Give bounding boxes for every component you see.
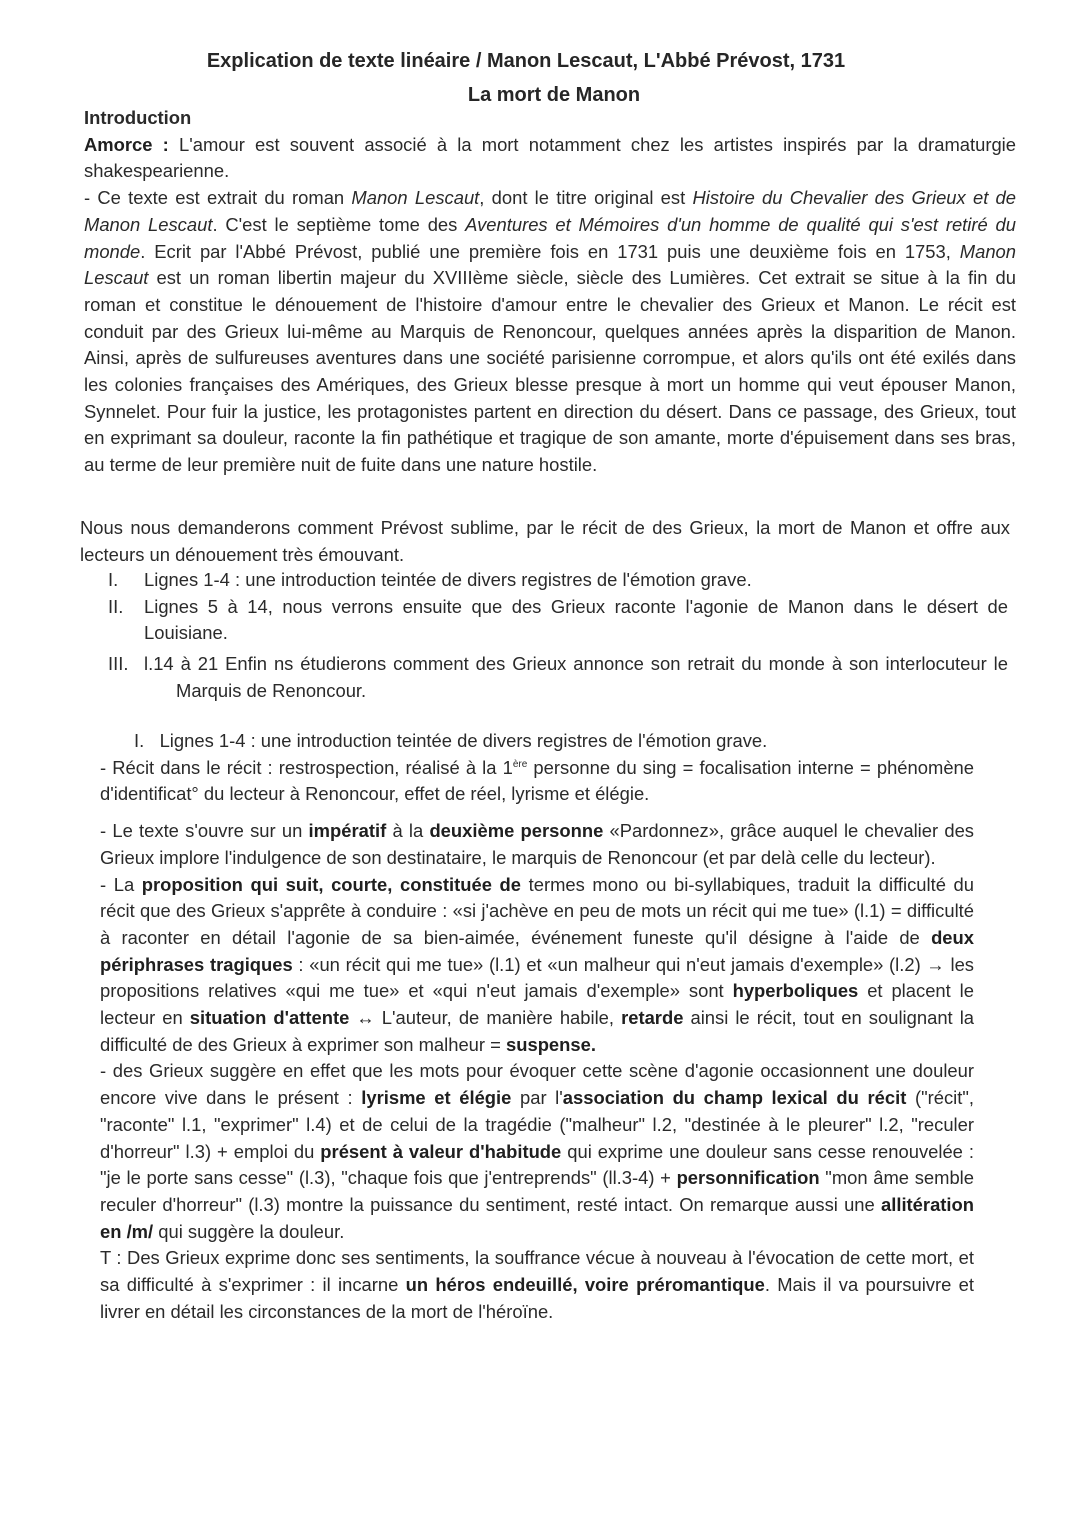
key-term: impératif bbox=[308, 820, 387, 842]
analysis-paragraph bbox=[100, 872, 974, 1059]
plan-list bbox=[108, 567, 1008, 705]
amorce-label: Amorce : bbox=[84, 133, 169, 155]
key-term: présent à valeur d'habitude bbox=[320, 1140, 562, 1162]
problematique-section bbox=[80, 515, 1010, 568]
context-text: , dont le titre original est bbox=[479, 187, 693, 209]
analysis-text: qui exprime une douleur sans cesse renouvelée : "je le porte sans cesse" (l.3), "chaque fois que j'entreprends" (ll.3-4) + bbox=[100, 1140, 974, 1189]
analysis-text: et placent le lecteur en bbox=[100, 980, 974, 1029]
analysis-text: : «un récit qui me tue» (l.1) et «un malheur qui n'eut jamais d'exemple» (l.2) → les propositions relatives «qui me tue» et «qui n'eut jamais d'exemple» sont bbox=[100, 953, 974, 1002]
context-text: - Ce texte est extrait du roman bbox=[84, 187, 352, 209]
key-term: association du champ lexical du récit bbox=[562, 1087, 907, 1109]
key-term: situation d'attente bbox=[189, 1007, 350, 1029]
amorce-text: L'amour est souvent associé à la mort notamment chez les artistes inspirés par la dramaturgie shakespearienne. bbox=[84, 133, 1016, 182]
part-one-section bbox=[100, 728, 974, 1325]
plan-item-number: III. bbox=[108, 653, 129, 675]
context-text: est un roman libertin majeur du XVIIIème siècle, siècle des Lumières. Cet extrait se situe à la fin du roman et constitue le dénouement de l'histoire d'amour entre le chevalier des Grieux et Manon. Le récit est conduit par des Grieux lui-même au Marquis de Renoncour, quelques années après la disparition de Manon. Ainsi, après de sulfureuses aventures dans une société parisienne corrompue, et alors qu'ils ont été exilés dans les colonies françaises des Amériques, des Grieux blesse presque à mort un homme qui veut épouser Manon, Synnelet. Pour fuir la justice, les protagonistes partent en direction du désert. Dans ce passage, des Grieux, tout en exprimant sa douleur, raconte la fin pathétique et tragique de son amante, morte d'épuisement dans ses bras, au terme de leur première nuit de fuite dans une nature hostile. bbox=[84, 267, 1016, 476]
key-term: retarde bbox=[621, 1007, 684, 1029]
key-term: suspense. bbox=[506, 1033, 596, 1055]
transition-paragraph bbox=[100, 1245, 974, 1325]
part-one-title: Lignes 1-4 : une introduction teintée de divers registres de l'émotion grave. bbox=[159, 730, 768, 751]
superscript: ère bbox=[512, 758, 528, 770]
analysis-text: ("récit", "raconte" l.1, "exprimer" l.4) et de celui de la tragédie ("malheur" l.2, "destinée à le pleurer" l.2, "reculer d'horreur" l.3) + emploi du bbox=[100, 1087, 974, 1162]
context-text: . C'est le septième tome des bbox=[212, 213, 466, 235]
key-term: un héros endeuillé, voire préromantique bbox=[405, 1274, 765, 1296]
key-term: deux périphrases tragiques bbox=[100, 926, 974, 975]
key-term: deuxième personne bbox=[429, 820, 604, 842]
book-title: Aventures et Mémoires d'un homme de qualité qui s'est retiré du monde bbox=[84, 213, 1016, 262]
key-term: allitération en /m/ bbox=[100, 1193, 974, 1242]
analysis-paragraph bbox=[100, 818, 974, 871]
analysis-text: - Récit dans le récit : restrospection, réalisé à la 1 bbox=[100, 756, 513, 778]
plan-item bbox=[108, 651, 1008, 704]
key-term: hyperboliques bbox=[732, 980, 859, 1002]
analysis-text: qui suggère la douleur. bbox=[153, 1220, 345, 1242]
problematique-text: Nous nous demanderons comment Prévost sublime, par le récit de des Grieux, la mort de Manon et offre aux lecteurs un dénouement très émouvant. bbox=[80, 517, 1010, 565]
part-one-number: I. bbox=[134, 730, 145, 751]
context-paragraph bbox=[84, 185, 1016, 479]
plan-item bbox=[108, 594, 1008, 647]
key-term: lyrisme et élégie bbox=[361, 1087, 512, 1109]
analysis-text: ↔ L'auteur, de manière habile, bbox=[349, 1007, 622, 1029]
introduction-heading: Introduction bbox=[84, 107, 192, 128]
amorce-paragraph bbox=[84, 132, 1016, 185]
analysis-paragraph bbox=[100, 755, 974, 808]
book-title: Manon Lescaut bbox=[351, 187, 480, 209]
analysis-text: - Le texte s'ouvre sur un bbox=[100, 820, 309, 842]
plan-item-number: II. bbox=[108, 595, 124, 617]
analysis-text: T : Des Grieux exprime donc ses sentiments, la souffrance vécue à nouveau à l'évocation de cette mort, et sa difficulté à s'exprimer : il incarne bbox=[100, 1247, 974, 1296]
book-title: Manon Lescaut bbox=[84, 240, 1016, 289]
analysis-text: à la bbox=[386, 820, 430, 842]
key-term: personnification bbox=[676, 1167, 820, 1189]
analysis-text: termes mono ou bi-syllabiques, traduit la difficulté du récit que des Grieux s'apprête à conduire : «si j'achève en peu de mots un récit qui me tue» (l.1) = difficulté à raconter en détail l'agonie de sa bien-aimée, événement funeste qu'il désigne à l'aide de bbox=[100, 873, 974, 948]
analysis-text: personne du sing = focalisation interne = phénomène d'identificat° du lecteur à Renoncour, effet de réel, lyrisme et élégie. bbox=[100, 756, 974, 805]
analysis-text: - des Grieux suggère en effet que les mots pour évoquer cette scène d'agonie occasionnent une douleur encore vive dans le présent : bbox=[100, 1060, 974, 1109]
analysis-text: «Pardonnez», grâce auquel le chevalier des Grieux implore l'indulgence de son destinataire, le marquis de Renoncour (et par delà celle du lecteur). bbox=[100, 820, 974, 868]
plan-item-number: I. bbox=[108, 569, 119, 590]
introduction-section bbox=[84, 105, 1016, 479]
context-text: . Ecrit par l'Abbé Prévost, publié une première fois en 1731 puis une deuxième fois en 1753, bbox=[140, 240, 960, 262]
analysis-text: "mon âme semble reculer d'horreur" (l.3) montre la puissance du sentiment, resté intact. On remarque aussi une bbox=[100, 1167, 974, 1215]
analysis-text: - La bbox=[100, 873, 142, 895]
part-one-heading bbox=[100, 728, 974, 755]
book-title: Histoire du Chevalier des Grieux et de Manon Lescaut bbox=[84, 187, 1016, 235]
plan-item-text: Lignes 5 à 14, nous verrons ensuite que des Grieux raconte l'agonie de Manon dans le désert de Louisiane. bbox=[144, 595, 1008, 644]
page-subtitle: La mort de Manon bbox=[467, 84, 641, 106]
page-title: Explication de texte linéaire / Manon Lescaut, L'Abbé Prévost, 1731 bbox=[206, 50, 846, 72]
analysis-text: par l' bbox=[511, 1087, 563, 1109]
analysis-text: ainsi le récit, tout en soulignant la difficulté de des Grieux à exprimer son malheur = bbox=[100, 1007, 975, 1055]
plan-item-text: l.14 à 21 Enfin ns étudierons comment des Grieux annonce son retrait du monde à son interlocuteur le Marquis de Renoncour. bbox=[144, 653, 1008, 701]
plan-item bbox=[108, 567, 1008, 594]
analysis-text: . Mais il va poursuivre et livrer en détail les circonstances de la mort de l'héroïne. bbox=[100, 1274, 974, 1322]
plan-item-text: Lignes 1-4 : une introduction teintée de divers registres de l'émotion grave. bbox=[144, 569, 752, 590]
key-term: proposition qui suit, courte, constituée de bbox=[141, 873, 522, 895]
analysis-paragraph bbox=[100, 1058, 974, 1245]
